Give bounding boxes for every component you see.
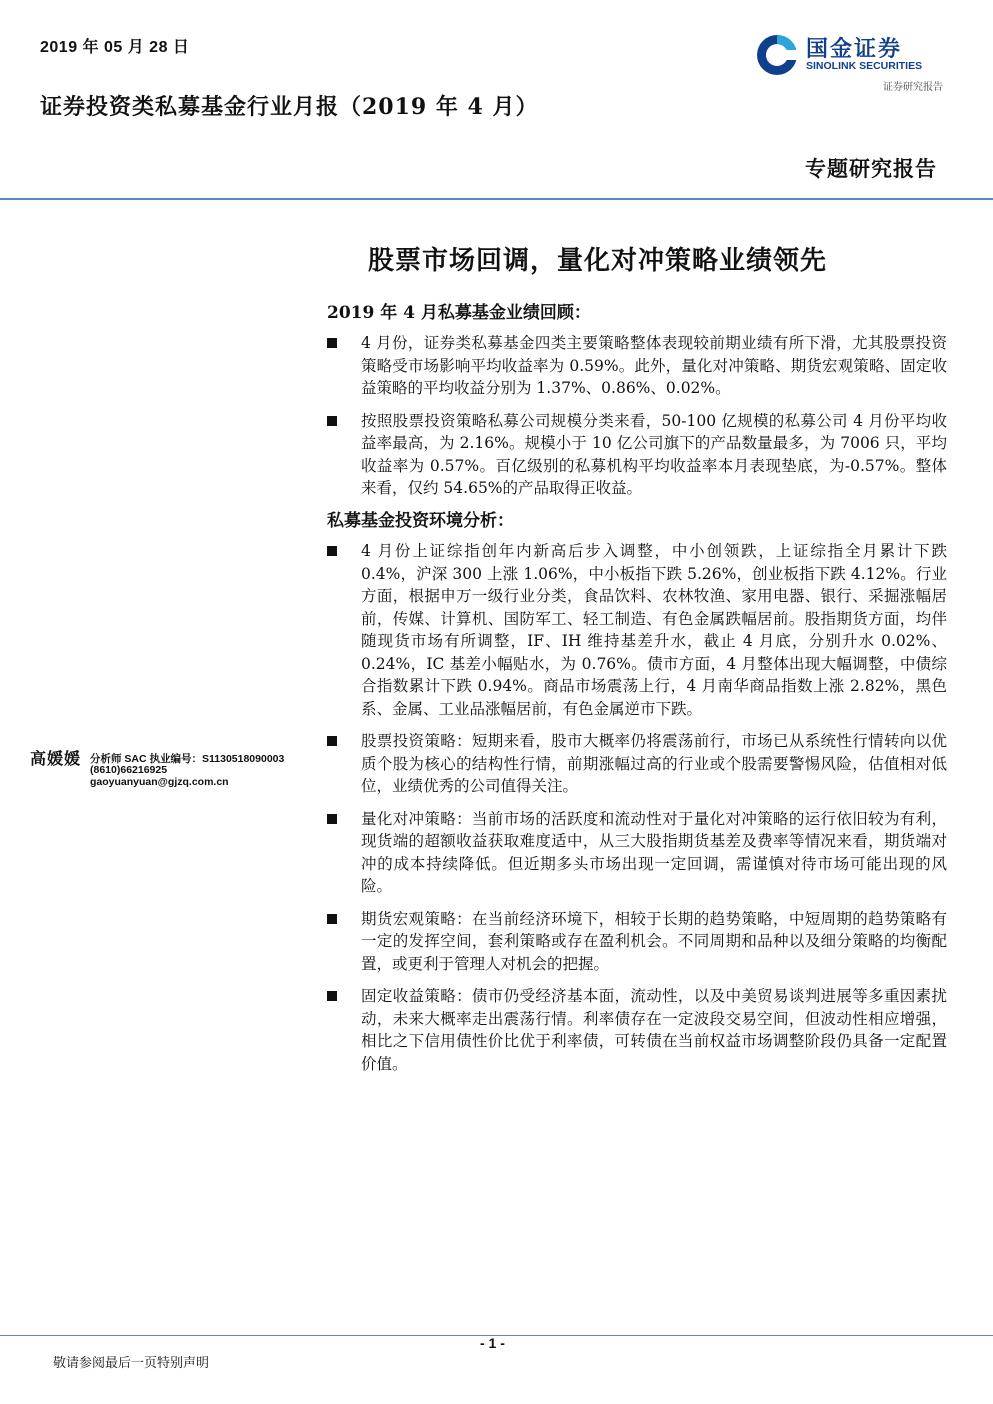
bullet-item — [327, 985, 947, 1075]
bullet-text: 固定收益策略：债市仍受经济基本面，流动性，以及中美贸易谈判进展等多重因素扰动，未来大概率走出震荡行情。利率债存在一定波段交易空间，但波动性相应增强，相比之下信用债性价比优于利率债，可转债在当前权益市场调整阶段仍具备一定配置价值。 — [361, 987, 947, 1073]
logo-subtitle: 证券研究报告 — [883, 82, 943, 93]
report-type: 专题研究报告 — [805, 156, 937, 181]
analyst-cert: 分析师 SAC 执业编号：S1130518090003 — [90, 753, 285, 765]
bullet-square-icon — [327, 914, 337, 924]
header-divider — [0, 198, 993, 200]
page-number: - 1 - — [480, 1335, 505, 1351]
section-title-environment: 私募基金投资环境分析： — [327, 511, 514, 531]
analyst-name: 高媛媛 — [30, 749, 82, 768]
bullet-text: 4 月份，证券类私募基金四类主要策略整体表现较前期业绩有所下滑，尤其股票投资策略受市场影响平均收益率为 0.59%。此外，量化对冲策略、期货宏观策略、固定收益策略的平均收益分别为 1.37%、0.86%、0.02%。 — [361, 334, 947, 397]
bullet-square-icon — [327, 991, 337, 1001]
performance-bullets — [327, 332, 947, 510]
bullet-item — [327, 908, 947, 976]
bullet-item — [327, 808, 947, 898]
sinolink-logo-icon — [754, 32, 800, 78]
analyst-email: gaoyuanyuan@gjzq.com.cn — [90, 776, 229, 788]
bullet-square-icon — [327, 416, 337, 426]
bullet-square-icon — [327, 736, 337, 746]
analyst-phone: (8610)66216925 — [90, 764, 168, 776]
bullet-item — [327, 410, 947, 500]
bullet-text: 按照股票投资策略私募公司规模分类来看，50-100 亿规模的私募公司 4 月份平均收益率最高，为 2.16%。规模小于 10 亿公司旗下的产品数量最多，为 7006 只，平均收益率为 0.57%。百亿级别的私募机构平均收益率本月表现垫底，为-0.57%。整体来看，仅约 54.65%的产品取得正收益。 — [361, 411, 947, 497]
bullet-square-icon — [327, 546, 337, 556]
report-title: 证券投资类私募基金行业月报（2019 年 4 月） — [40, 94, 539, 120]
bullet-square-icon — [327, 814, 337, 824]
logo-name-en: SINOLINK SECURITIES — [806, 60, 923, 72]
logo-name-cn: 国金证券 — [806, 37, 903, 62]
bullet-text: 期货宏观策略：在当前经济环境下，相较于长期的趋势策略，中短周期的趋势策略有一定的发挥空间，套利策略或存在盈利机会。不同周期和品种以及细分策略的均衡配置，或更利于管理人对机会的把握。 — [361, 909, 947, 973]
bullet-item — [327, 730, 947, 798]
bullet-text: 股票投资策略：短期来看，股市大概率仍将震荡前行，市场已从系统性行情转向以优质个股为核心的结构性行情，前期涨幅过高的行业或个股需要警惕风险，估值相对低位，业绩优秀的公司值得关注。 — [361, 732, 947, 795]
footer-disclaimer: 敬请参阅最后一页特别声明 — [53, 1356, 210, 1371]
bullet-item — [327, 540, 947, 720]
headline: 股票市场回调，量化对冲策略业绩领先 — [368, 246, 828, 276]
bullet-text: 量化对冲策略：当前市场的活跃度和流动性对于量化对冲策略的运行依旧较为有利，现货端的超额收益获取难度适中，从三大股指期货基差及费率等情况来看，期货端对冲的成本持续降低。但近期多头市场出现一定回调，需谨慎对待市场可能出现的风险。 — [361, 809, 947, 895]
bullet-square-icon — [327, 338, 337, 348]
bullet-text: 4 月份上证综指创年内新高后步入调整，中小创领跌，上证综指全月累计下跌 0.4%，沪深 300 上涨 1.06%，中小板指下跌 5.26%，创业板指下跌 4.12%。行业方面，根据申万一级行业分类，食品饮料、农林牧渔、家用电器、银行、采掘涨幅居前，传媒、计算机、国防军工、轻工制造、有色金属跌幅居前。股指期货方面，均伴随现货市场有所调整，IF、IH 维持基差升水，截止 4 月底，分别升水 0.02%、0.24%，IC 基差小幅贴水，为 0.76%。债市方面，4 月整体出现大幅调整，中债综合指数累计下跌 0.94%。商品市场震荡上行，4 月南华商品指数上涨 2.82%，黑色系、金属、工业品涨幅居前，有色金属逆市下跌。 — [361, 542, 947, 718]
section-title-performance: 2019 年 4 月私募基金业绩回顾： — [327, 303, 591, 323]
environment-bullets — [327, 540, 947, 1085]
report-date: 2019 年 05 月 28 日 — [40, 39, 190, 56]
bullet-item — [327, 332, 947, 400]
